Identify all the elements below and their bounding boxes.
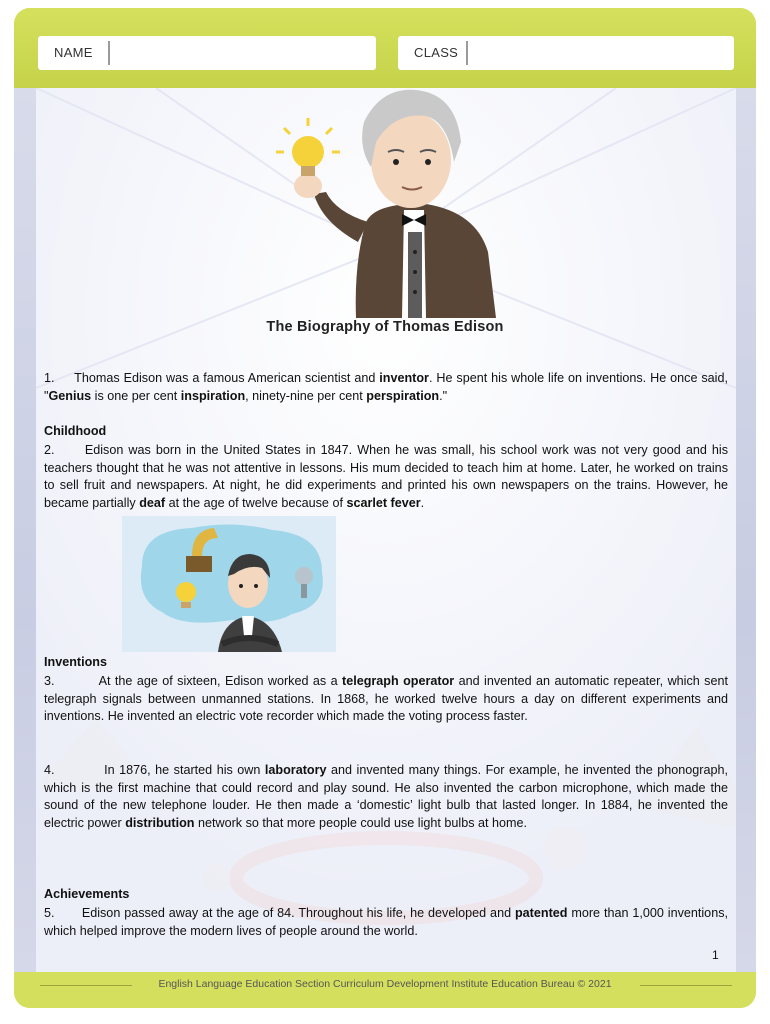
- footer-credit: English Language Education Section Curriculum Development Institute Education Bureau © 2021: [158, 978, 612, 990]
- paragraph-number: 1.: [44, 371, 55, 385]
- text-span: Edison was born in the United States in 1847. When he was small, his school work was not very good and his teachers thought that he was not attentive in lessons. His mum decided to teach him at home. Later, he worked on trains to sell fruit and newspapers. At night, he did experiments and printed his own newspapers on the trains. However, he became partially: [44, 443, 728, 510]
- edison-lightbulb-illustration: [276, 82, 496, 318]
- paragraph-number: 2.: [44, 443, 55, 457]
- text-span: .": [439, 388, 448, 403]
- keyword: deaf: [139, 495, 166, 510]
- keyword: distribution: [125, 815, 195, 830]
- keyword: scarlet fever: [346, 495, 421, 510]
- paragraph-2: [44, 442, 728, 512]
- text-span: Edison passed away at the age of 84. Throughout his life, he developed and: [81, 906, 515, 920]
- name-divider: [108, 41, 110, 65]
- keyword: laboratory: [264, 763, 327, 777]
- keyword: inventor: [379, 371, 429, 385]
- paragraph-1: [44, 370, 728, 405]
- name-label: NAME: [54, 45, 93, 60]
- paragraph-number: 4.: [44, 763, 55, 777]
- text-span: is one per cent: [91, 388, 181, 403]
- text-span: at the age of twelve because of: [165, 495, 347, 510]
- text-span: and invented many things. For example, he invented the phonograph, which is the first machine that could record and play sound. He also invented the carbon microphone, which made the sound of the new telephone louder. He then made a ‘domestic’ light bulb that lasted longer. In 1884, he invented the electric power: [44, 763, 728, 830]
- text-span: network so that more people could use light bulbs at home.: [194, 815, 527, 830]
- class-field[interactable]: [398, 36, 734, 70]
- class-divider: [466, 41, 468, 65]
- right-margin-decoration: [736, 88, 756, 972]
- keyword: patented: [514, 906, 568, 920]
- text-span: .: [420, 495, 425, 510]
- left-margin-decoration: [14, 88, 36, 972]
- text-span: At the age of sixteen, Edison worked as a: [98, 674, 342, 688]
- paragraph-5: [44, 905, 728, 940]
- text-span: and invented an automatic repeater, which sent telegraph signals between unmanned stations. In 1868, he worked twelve hours a day on different experiments and inventions. He invented an electric vote recorder which made the voting process faster.: [44, 674, 728, 724]
- text-span: more than 1,000 inventions, which helped improve the modern lives of people around the world.: [44, 906, 728, 938]
- paragraph-3: [44, 673, 728, 726]
- section-heading-inventions: Inventions: [44, 655, 107, 669]
- class-label: CLASS: [414, 45, 459, 60]
- paragraph-number: 3.: [44, 674, 55, 688]
- keyword: inspiration: [180, 388, 246, 403]
- text-span: , ninety-nine per cent: [245, 388, 367, 403]
- page-number: 1: [712, 948, 719, 962]
- section-heading-achievements: Achievements: [44, 887, 130, 901]
- keyword: telegraph operator: [342, 674, 455, 688]
- text-span: Thomas Edison was a famous American scientist and: [74, 371, 380, 385]
- page-title: The Biography of Thomas Edison: [266, 319, 504, 335]
- name-field[interactable]: [38, 36, 376, 70]
- text-span: In 1876, he started his own: [104, 763, 265, 777]
- section-heading-childhood: Childhood: [44, 424, 107, 438]
- text-span: . He spent his whole life on inventions. He once said, ": [44, 371, 728, 403]
- keyword: Genius: [48, 388, 92, 403]
- keyword: perspiration: [366, 388, 440, 403]
- edison-inventions-illustration: [122, 516, 336, 652]
- paragraph-number: 5.: [44, 906, 55, 920]
- paragraph-4: [44, 762, 728, 832]
